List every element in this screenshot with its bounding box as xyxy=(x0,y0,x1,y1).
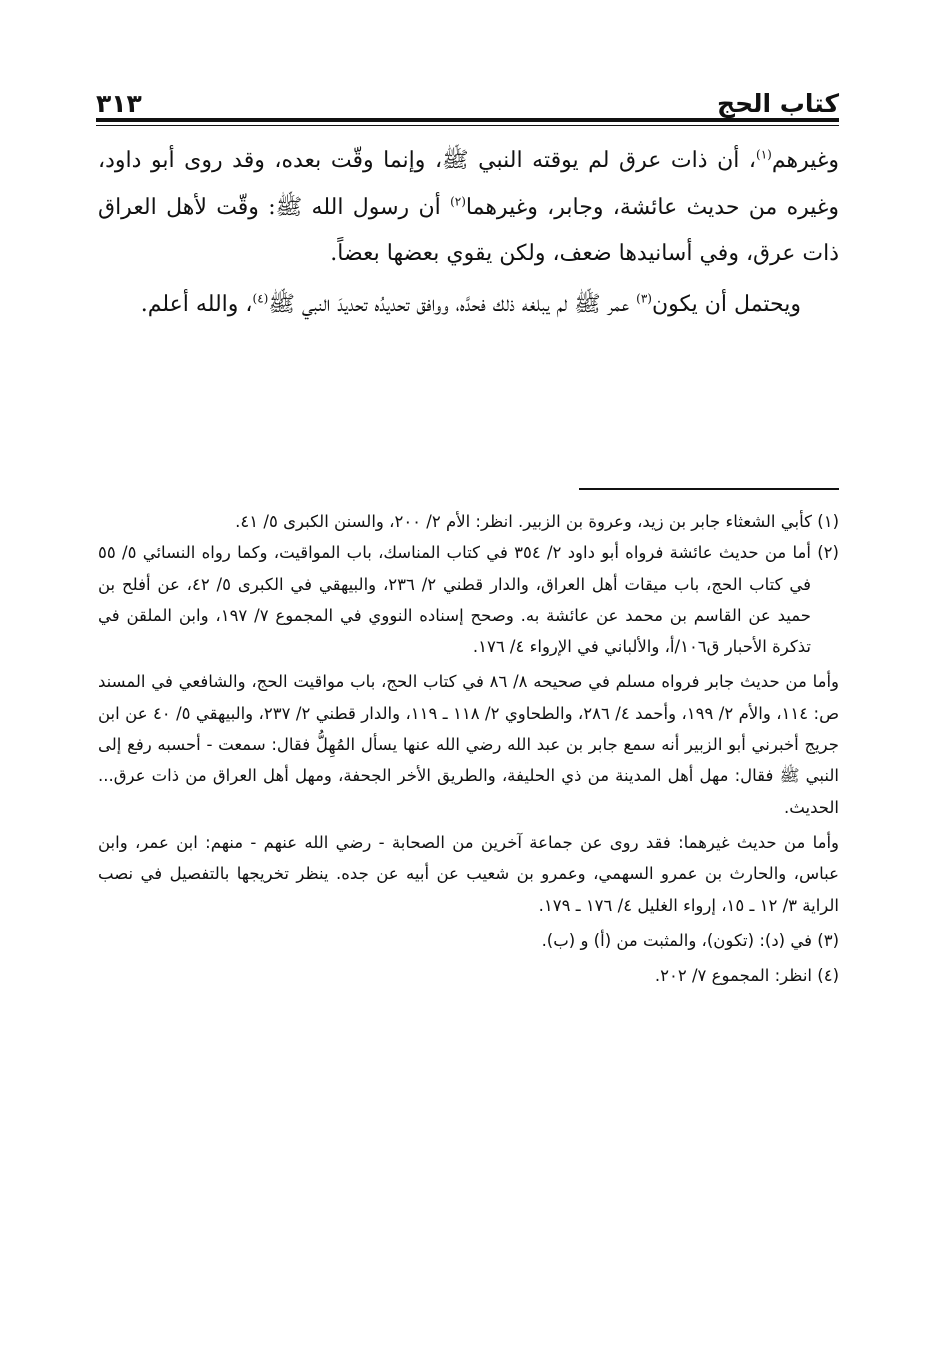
text-run: ، والله أعلم. xyxy=(140,291,253,317)
text-run: ويحتمل أن يكون xyxy=(651,291,801,317)
main-text xyxy=(98,138,839,328)
footnote-2: (٢) أما من حديث عائشة فرواه أبو داود ٢/ ٣٥٤ في كتاب المناسك، باب المواقيت، وكما رواه النسائي ٥/ ٥٥ في كتاب الحج، باب ميقات أهل العراق، والدار قطني ٢/ ٢٣٦، والبيهقي في الكبرى ٥/ ٤٢، عن أفلح بن حميد عن القاسم بن محمد عن عائشة به. وصحح إسناده النووي في المجموع ٧/ ١٩٧، وابن الملقن في تذكرة الأحبار ق١٠٦/أ، والألباني في الإرواء ٤/ ١٧٦. xyxy=(98,543,839,657)
footnote-2-continuation-1: وأما من حديث جابر فرواه مسلم في صحيحه ٨/ ٨٦ في كتاب الحج، باب مواقيت الحج، والشافعي في المسند ص: ١١٤، والأم ٢/ ١٩٩، وأحمد ٤/ ٢٨٦، والطحاوي ٢/ ١١٨ ـ ١١٩، والدار قطني ٢/ ٢٣٧، والبيهقي ٥/ ٤٠ عن ابن جريج أخبرني أبو الزبير أنه سمع جابر بن عبد الله رضي الله عنها يسأل المُهِلُّ فقال: سمعت - أحسبه رفع إلى النبي ﷺ فقال: مهل أهل المدينة من ذي الحليفة، والطريق الأخر الجحفة، ومهل أهل العراق من ذات عرق... الحديث. xyxy=(98,672,840,817)
footnote-separator xyxy=(579,488,839,490)
text-run: عمر ﷺ لم يبلغه ذلك فحدَّه، ووافق تحديدُه تحديدَ النبي ﷺ xyxy=(268,291,637,317)
footnote-ref-2: (٢) xyxy=(450,194,466,209)
chapter-title: كتاب الحج xyxy=(717,89,839,118)
header-rule-thick xyxy=(96,118,839,122)
footnotes xyxy=(98,506,839,991)
footnote-ref-3: (٣) xyxy=(636,291,652,306)
text-run: ، أن ذات عرق لم يوقته النبي ﷺ، وإنما وقّت بعده، وقد روى أبو داود، وغيره من حديث عائشة، وجابر، وغيرهما xyxy=(98,148,840,220)
footnote-2-continuation-2: وأما من حديث غيرهما: فقد روى عن جماعة آخرين من الصحابة - رضي الله عنهم - منهم: ابن عمر، وابن عباس، والحارث بن عمرو السهمي، وعمرو بن شعيب عن أبيه عن جده. ينظر تخريجها بالتفصيل في نصب الراية ٣/ ١٢ ـ ١٥، إرواء الغليل ٤/ ١٧٦ ـ ١٧٩. xyxy=(98,832,839,915)
footnote-ref-4: (٤) xyxy=(252,291,269,306)
header-rule-thin xyxy=(96,125,839,126)
page-header xyxy=(96,78,839,118)
main-paragraph-2 xyxy=(98,282,839,329)
footnote-ref-1: (١) xyxy=(756,147,772,162)
text-run: وغيرهم xyxy=(771,148,839,173)
text-run: أن رسول الله ﷺ: وقّت لأهل العراق ذات عرق، وفي أسانيدها ضعف، ولكن يقوي بعضها بعضاً. xyxy=(98,194,839,266)
footnote-1: (١) كأبي الشعثاء جابر بن زيد، وعروة بن الزبير. انظر: الأم ٢/ ٢٠٠، والسنن الكبرى ٥/ ٤١. xyxy=(235,512,839,531)
footnote-4: (٤) انظر: المجموع ٧/ ٢٠٢. xyxy=(654,966,839,986)
footnote-3: (٣) في (د): (تكون)، والمثبت من (أ) و (ب). xyxy=(541,930,839,950)
page-number: ٣١٣ xyxy=(96,89,142,118)
main-paragraph-1 xyxy=(98,138,839,278)
